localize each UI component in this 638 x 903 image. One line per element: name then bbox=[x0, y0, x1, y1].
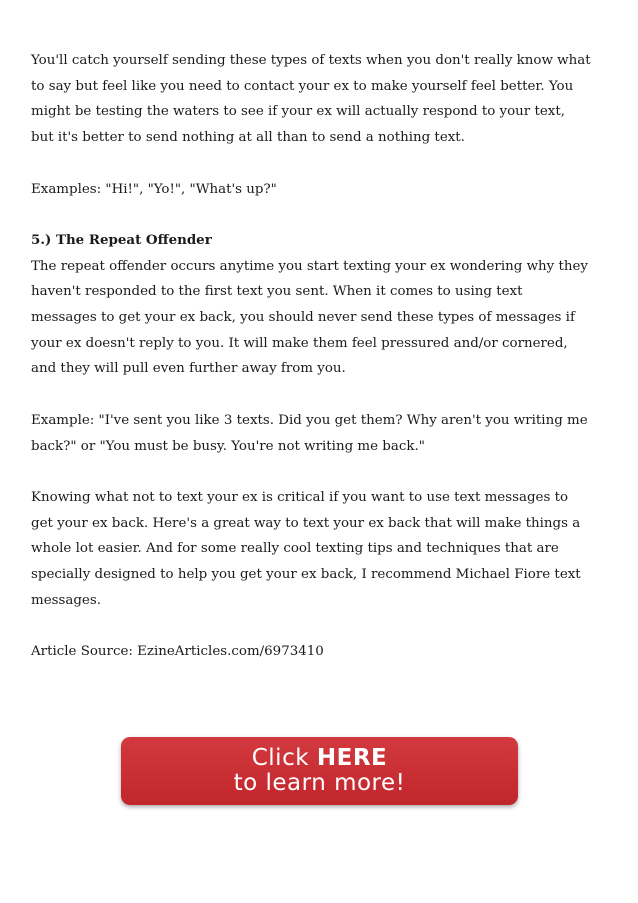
paragraph-repeat-offender: The repeat offender occurs anytime you start texting your ex wondering why they haven't responded to the first text you sent. When it comes to using text messages to get your ex back, you should never send these types of messages if your ex doesn't reply to you. It will make them feel pressured and/or cornered, and they will pull even further away from you. bbox=[31, 258, 588, 377]
paragraph-example: Example: "I've sent you like 3 texts. Did you get them? Why aren't you writing me back?" or "You must be busy. You're not writing me back." bbox=[31, 412, 588, 454]
cta-line-1 bbox=[121, 746, 518, 770]
section-heading-repeat-offender-wrap bbox=[31, 228, 591, 382]
click-here-button[interactable] bbox=[121, 737, 518, 805]
section-heading: 5.) The Repeat Offender bbox=[31, 231, 212, 248]
article-body bbox=[31, 48, 591, 690]
cta-click-word: Click bbox=[251, 745, 310, 771]
cta-line-2: to learn more! bbox=[233, 770, 406, 796]
paragraph-examples: Examples: "Hi!", "Yo!", "What's up?" bbox=[31, 181, 277, 197]
cta-here-word: HERE bbox=[316, 745, 388, 771]
article-source: Article Source: EzineArticles.com/6973410 bbox=[31, 644, 324, 660]
paragraph-nothing-text: You'll catch yourself sending these types of texts when you don't really know what to say but feel like you need to contact your ex to make yourself feel better. You might be testing the waters to see if your ex will actually respond to your text, but it's better to send nothing at all than to send a nothing text. bbox=[31, 53, 591, 146]
paragraph-conclusion: Knowing what not to text your ex is critical if you want to use text messages to get your ex back. Here's a great way to text your ex back that will make things a whole lot easier. And for some really cool texting tips and techniques that are specially designed to help you get your ex back, I recommend Michael Fiore text messages. bbox=[31, 489, 581, 608]
